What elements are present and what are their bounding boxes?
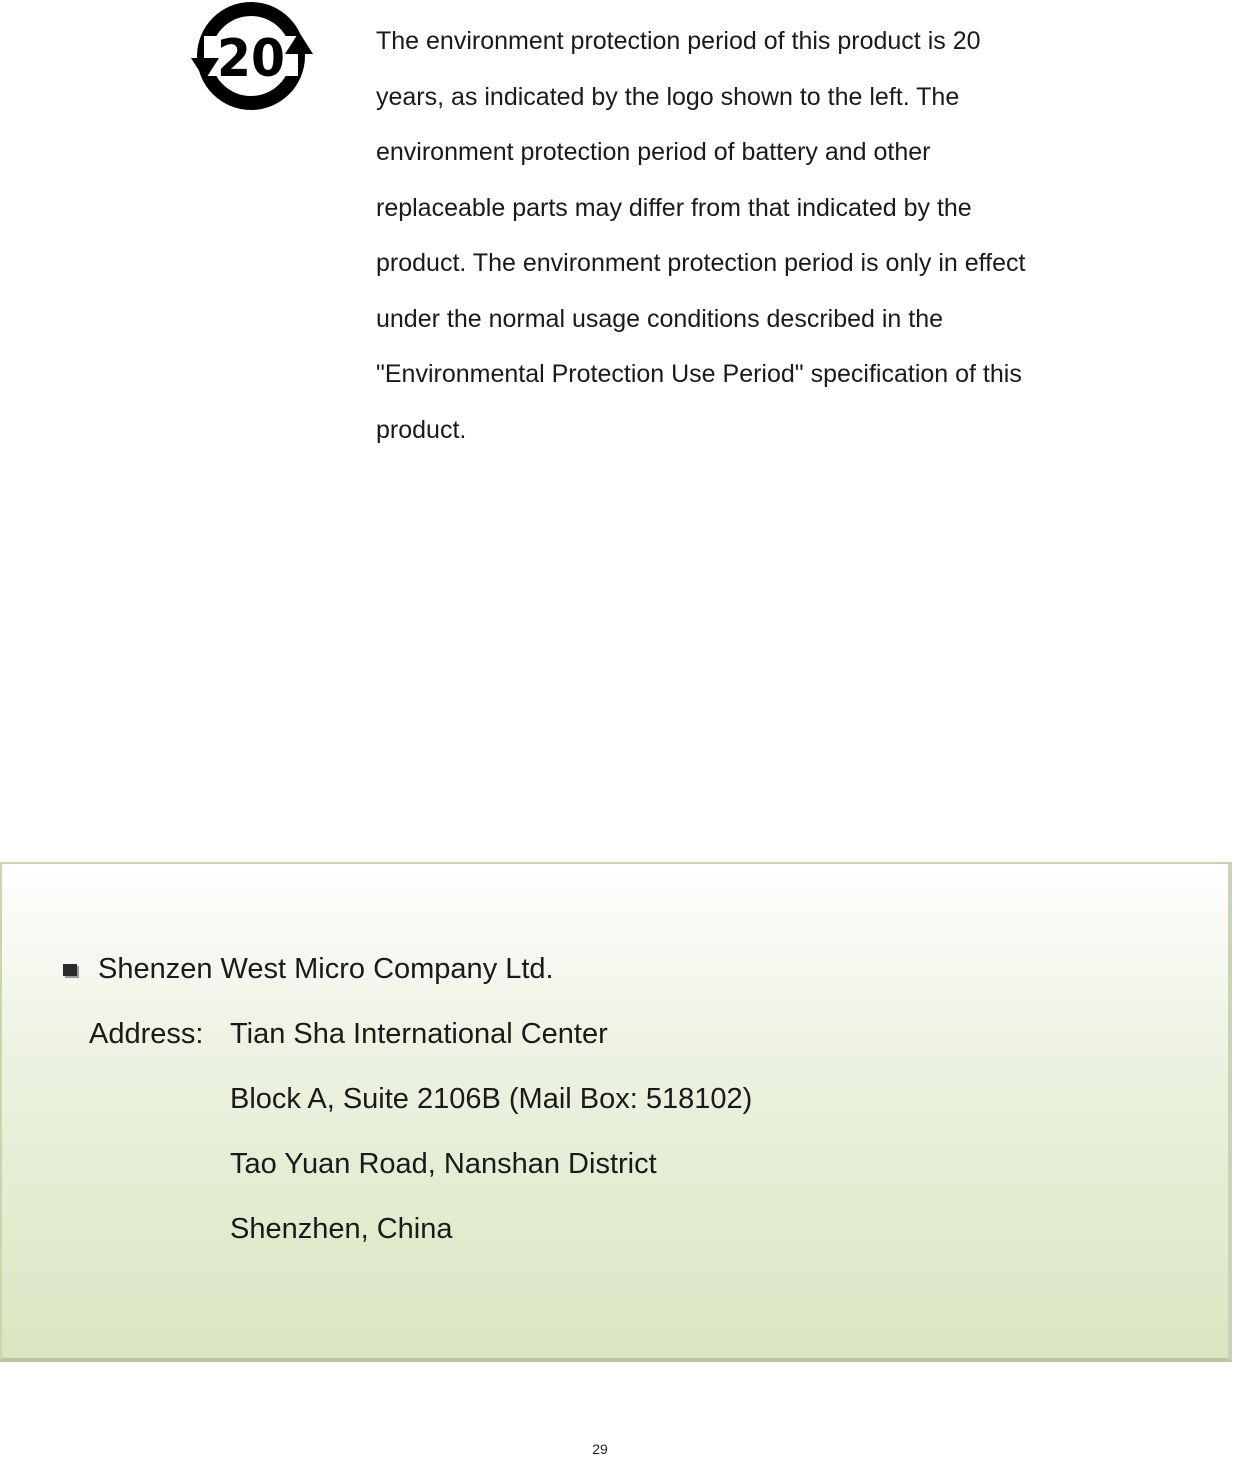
statement-line: replaceable parts may differ from that indicated by the — [376, 193, 972, 222]
environment-protection-statement — [376, 14, 1106, 458]
statement-line: The environment protection period of this product is 20 — [376, 27, 981, 55]
company-name: Shenzen West Micro Company Ltd. — [98, 953, 554, 985]
logo-number: 20 — [217, 29, 285, 89]
statement-line: "Environmental Protection Use Period" specification of this — [376, 360, 1022, 388]
address-block — [230, 1014, 752, 1274]
address-line: Tian Sha International Center — [230, 1018, 608, 1050]
statement-line: environment protection period of battery and other — [376, 138, 931, 166]
address-line: Shenzhen, China — [230, 1213, 453, 1245]
environment-protection-period-logo — [189, 0, 315, 112]
bullet-square-icon — [63, 964, 77, 976]
statement-line: product. — [376, 415, 467, 444]
address-line: Block A, Suite 2106B (Mail Box: 518102) — [230, 1083, 753, 1115]
statement-line: product. The environment protection period is only in effect — [376, 249, 1026, 277]
statement-line: under the normal usage conditions described in the — [376, 304, 944, 333]
address-line: Tao Yuan Road, Nanshan District — [230, 1148, 657, 1180]
page-number: 29 — [592, 1441, 608, 1457]
address-label: Address: — [89, 1018, 204, 1050]
statement-line: years, as indicated by the logo shown to the left. The — [376, 82, 960, 111]
